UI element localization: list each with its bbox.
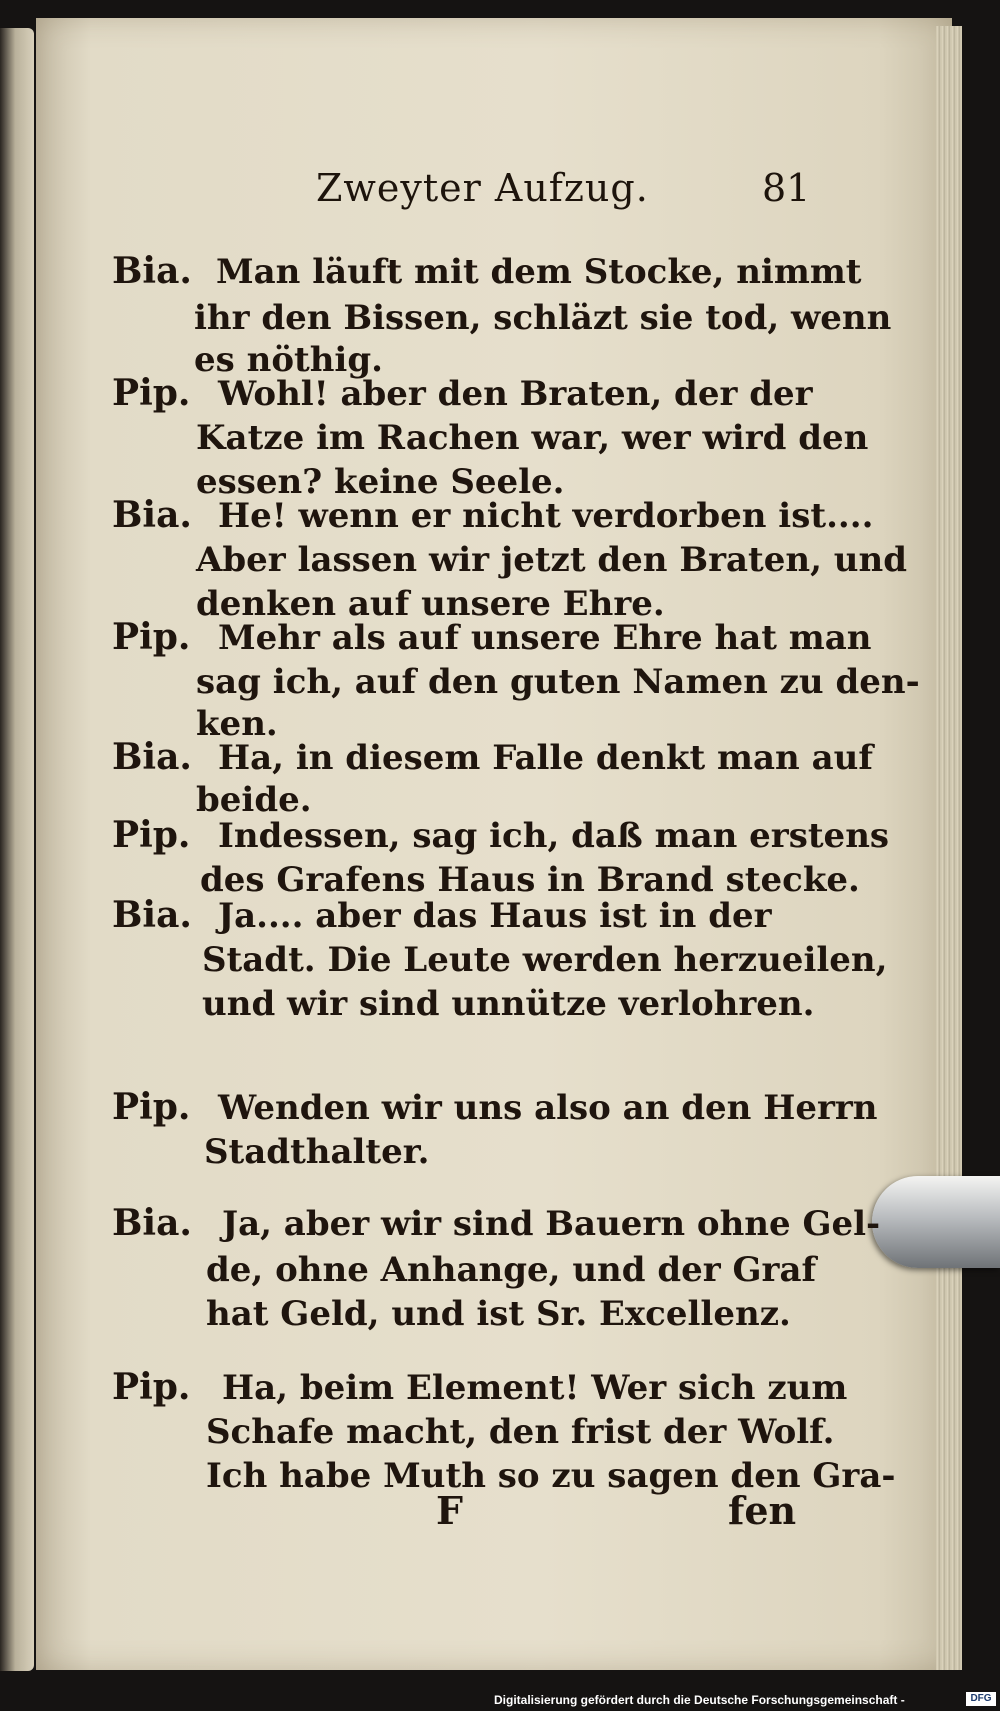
text-line: He! wenn er nicht verdorben ist....: [218, 496, 874, 536]
text-line: Ich habe Muth so zu sagen den Gra-: [206, 1456, 896, 1496]
speaker-label: Bia.: [112, 250, 192, 292]
text-line: sag ich, auf den guten Namen zu den-: [196, 662, 920, 702]
speaker-label: Bia.: [112, 494, 192, 536]
text-line: Man läuft mit dem Stocke, nimmt: [216, 252, 862, 292]
signature-mark: F: [436, 1488, 463, 1533]
text-line: Schafe macht, den frist der Wolf.: [206, 1412, 835, 1452]
catchword: fen: [728, 1488, 797, 1533]
text-line: Aber lassen wir jetzt den Braten, und: [196, 540, 907, 580]
text-line: Ha, in diesem Falle denkt man auf: [218, 738, 873, 778]
running-header: Zweyter Aufzug.: [316, 166, 649, 210]
text-line: Ja.... aber das Haus ist in der: [218, 896, 772, 936]
dfg-logo: DFG: [966, 1692, 996, 1706]
text-line: hat Geld, und ist Sr. Excellenz.: [206, 1294, 791, 1334]
speaker-label: Pip.: [112, 616, 191, 658]
speaker-label: Bia.: [112, 1202, 192, 1244]
text-line: des Grafens Haus in Brand stecke.: [200, 860, 860, 900]
text-line: Indessen, sag ich, daß man erstens: [218, 816, 890, 856]
text-line: denken auf unsere Ehre.: [196, 584, 665, 624]
text-line: beide.: [196, 780, 312, 820]
metal-page-clip: [872, 1176, 1000, 1268]
text-line: Wohl! aber den Braten, der der: [218, 374, 813, 414]
speaker-label: Pip.: [112, 372, 191, 414]
text-line: und wir sind unnütze verlohren.: [202, 984, 815, 1024]
digitization-credit: Digitalisierung gefördert durch die Deutsche Forschungsgemeinschaft -: [494, 1693, 905, 1707]
speaker-label: Pip.: [112, 1366, 191, 1408]
speaker-label: Pip.: [112, 1086, 191, 1128]
page-stack-edge: [936, 26, 962, 1670]
text-line: ken.: [196, 704, 278, 744]
left-page-edge: [0, 28, 34, 1671]
text-line: Ja, aber wir sind Bauern ohne Gel-: [222, 1204, 881, 1244]
text-line: es nöthig.: [194, 340, 383, 380]
speaker-label: Bia.: [112, 894, 192, 936]
speaker-label: Bia.: [112, 736, 192, 778]
text-line: ihr den Bissen, schläzt sie tod, wenn: [194, 298, 892, 338]
text-line: essen? keine Seele.: [196, 462, 565, 502]
text-line: Ha, beim Element! Wer sich zum: [222, 1368, 848, 1408]
text-line: Mehr als auf unsere Ehre hat man: [218, 618, 872, 658]
text-line: Stadthalter.: [204, 1132, 430, 1172]
text-line: Stadt. Die Leute werden herzueilen,: [202, 940, 888, 980]
page-number: 81: [762, 166, 811, 210]
speaker-label: Pip.: [112, 814, 191, 856]
text-line: Wenden wir uns also an den Herrn: [218, 1088, 878, 1128]
text-line: Katze im Rachen war, wer wird den: [196, 418, 869, 458]
text-line: de, ohne Anhange, und der Graf: [206, 1250, 817, 1290]
